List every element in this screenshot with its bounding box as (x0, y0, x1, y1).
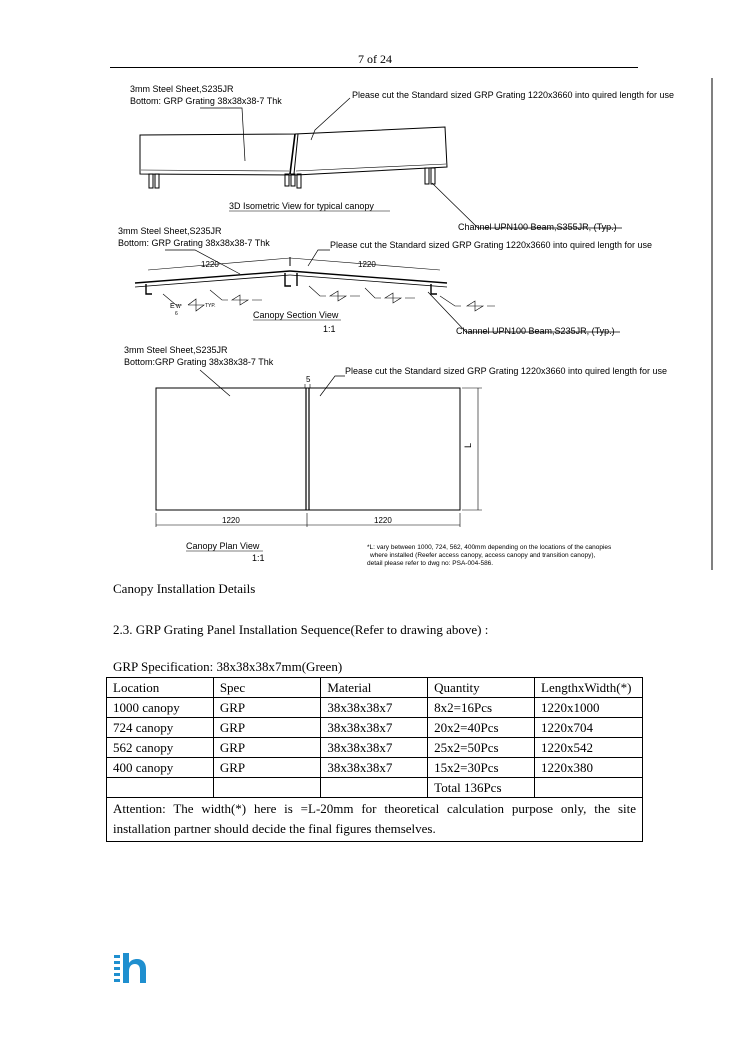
section-scale: 1:1 (323, 324, 336, 334)
plan-footnote-3: detail please refer to dwg no: PSA-004-586. (367, 560, 494, 567)
technical-drawing (0, 70, 750, 580)
section-heading: 2.3. GRP Grating Panel Installation Sequence(Refer to drawing above) : (113, 622, 489, 637)
iso-beam-label: Channel UPN100 Beam,S355JR, (Typ.) (458, 222, 617, 232)
table-cell: 1220x380 (535, 758, 643, 778)
company-logo (114, 953, 148, 983)
table-note-row (107, 798, 643, 842)
section-dim-right: 1220 (358, 260, 376, 269)
plan-scale: 1:1 (252, 553, 265, 563)
table-row (107, 758, 643, 778)
table-row (107, 698, 643, 718)
table-row (107, 738, 643, 758)
plan-footnote-2: where installed (Reefer access canopy, access canopy and transition canopy), (370, 552, 596, 559)
iso-view-label: 3D Isometric View for typical canopy (229, 201, 374, 211)
section-view-label: Canopy Section View (253, 310, 339, 320)
section-view (118, 226, 652, 336)
table-total-row (107, 778, 643, 798)
weld-mark-6: 6 (175, 311, 178, 317)
page-number: 7 of 24 (358, 52, 392, 66)
table-cell: 562 canopy (107, 738, 214, 758)
table-cell: 1220x542 (535, 738, 643, 758)
table-note: Attention: The width(*) here is =L-20mm for theoretical calculation purpose only, the site installation partner should decide the final figures themselves. (107, 798, 643, 842)
table-cell: GRP (213, 698, 321, 718)
spec-line: GRP Specification: 38x38x38x7mm(Green) (113, 659, 343, 674)
table-total: Total 136Pcs (428, 778, 535, 798)
table-cell: 15x2=30Pcs (428, 758, 535, 778)
table-header: Quantity (428, 678, 535, 698)
table-header: LengthxWidth(*) (535, 678, 643, 698)
table-cell: 400 canopy (107, 758, 214, 778)
table-header: Spec (213, 678, 321, 698)
iso-cut-note: Please cut the Standard sized GRP Grating 1220x3660 into quired length for use (352, 90, 675, 100)
table-cell: 8x2=16Pcs (428, 698, 535, 718)
plan-footnote-1: *L: vary between 1000, 724, 562, 400mm depending on the locations of the canopies (367, 544, 612, 551)
table-cell: 38x38x38x7 (321, 758, 428, 778)
logo-bar (114, 979, 120, 982)
logo-bar (114, 961, 120, 964)
table-cell: 1220x704 (535, 718, 643, 738)
weld-mark-w: W (176, 304, 181, 310)
table-cell: 38x38x38x7 (321, 698, 428, 718)
section-sheet-note: 3mm Steel Sheet,S235JR (118, 226, 222, 236)
plan-dim-l: L (463, 442, 473, 448)
plan-gap-label: 5 (306, 375, 311, 384)
plan-grating-note: Bottom:GRP Grating 38x38x38-7 Thk (124, 357, 274, 367)
table-cell: 724 canopy (107, 718, 214, 738)
section-grating-note: Bottom: GRP Grating 38x38x38-7 Thk (118, 238, 270, 248)
grating-table (106, 677, 643, 842)
weld-mark-e: E (170, 303, 175, 310)
figure-caption: Canopy Installation Details (113, 581, 256, 596)
table-cell: 1000 canopy (107, 698, 214, 718)
logo-h (123, 953, 146, 983)
table-cell: GRP (213, 758, 321, 778)
plan-cut-note: Please cut the Standard sized GRP Grating 1220x3660 into quired length for use (345, 366, 668, 376)
plan-view (124, 345, 667, 567)
weld-mark-typ: TYP. (205, 303, 216, 309)
section-cut-note: Please cut the Standard sized GRP Grating 1220x3660 into quired length for use (330, 240, 653, 250)
table-cell: 38x38x38x7 (321, 738, 428, 758)
table-header: Location (107, 678, 214, 698)
logo-bar (114, 973, 120, 976)
table-cell: 25x2=50Pcs (428, 738, 535, 758)
table-cell: 38x38x38x7 (321, 718, 428, 738)
header-rule (110, 67, 638, 68)
plan-sheet-note: 3mm Steel Sheet,S235JR (124, 345, 228, 355)
table-cell: 1220x1000 (535, 698, 643, 718)
plan-view-label: Canopy Plan View (186, 541, 260, 551)
plan-dim-right: 1220 (374, 516, 392, 525)
iso-grating-note: Bottom: GRP Grating 38x38x38-7 Thk (130, 96, 282, 106)
iso-sheet-note: 3mm Steel Sheet,S235JR (130, 84, 234, 94)
table-cell: GRP (213, 738, 321, 758)
table-cell: 20x2=40Pcs (428, 718, 535, 738)
table-header: Material (321, 678, 428, 698)
logo-bar (114, 967, 120, 970)
table-cell: GRP (213, 718, 321, 738)
logo-bar (114, 955, 120, 958)
plan-dim-left: 1220 (222, 516, 240, 525)
section-beam-label: Channel UPN100 Beam,S235JR, (Typ.) (456, 326, 615, 336)
isometric-view (130, 84, 674, 232)
table-header-row (107, 678, 643, 698)
section-dim-left: 1220 (201, 260, 219, 269)
table-row (107, 718, 643, 738)
